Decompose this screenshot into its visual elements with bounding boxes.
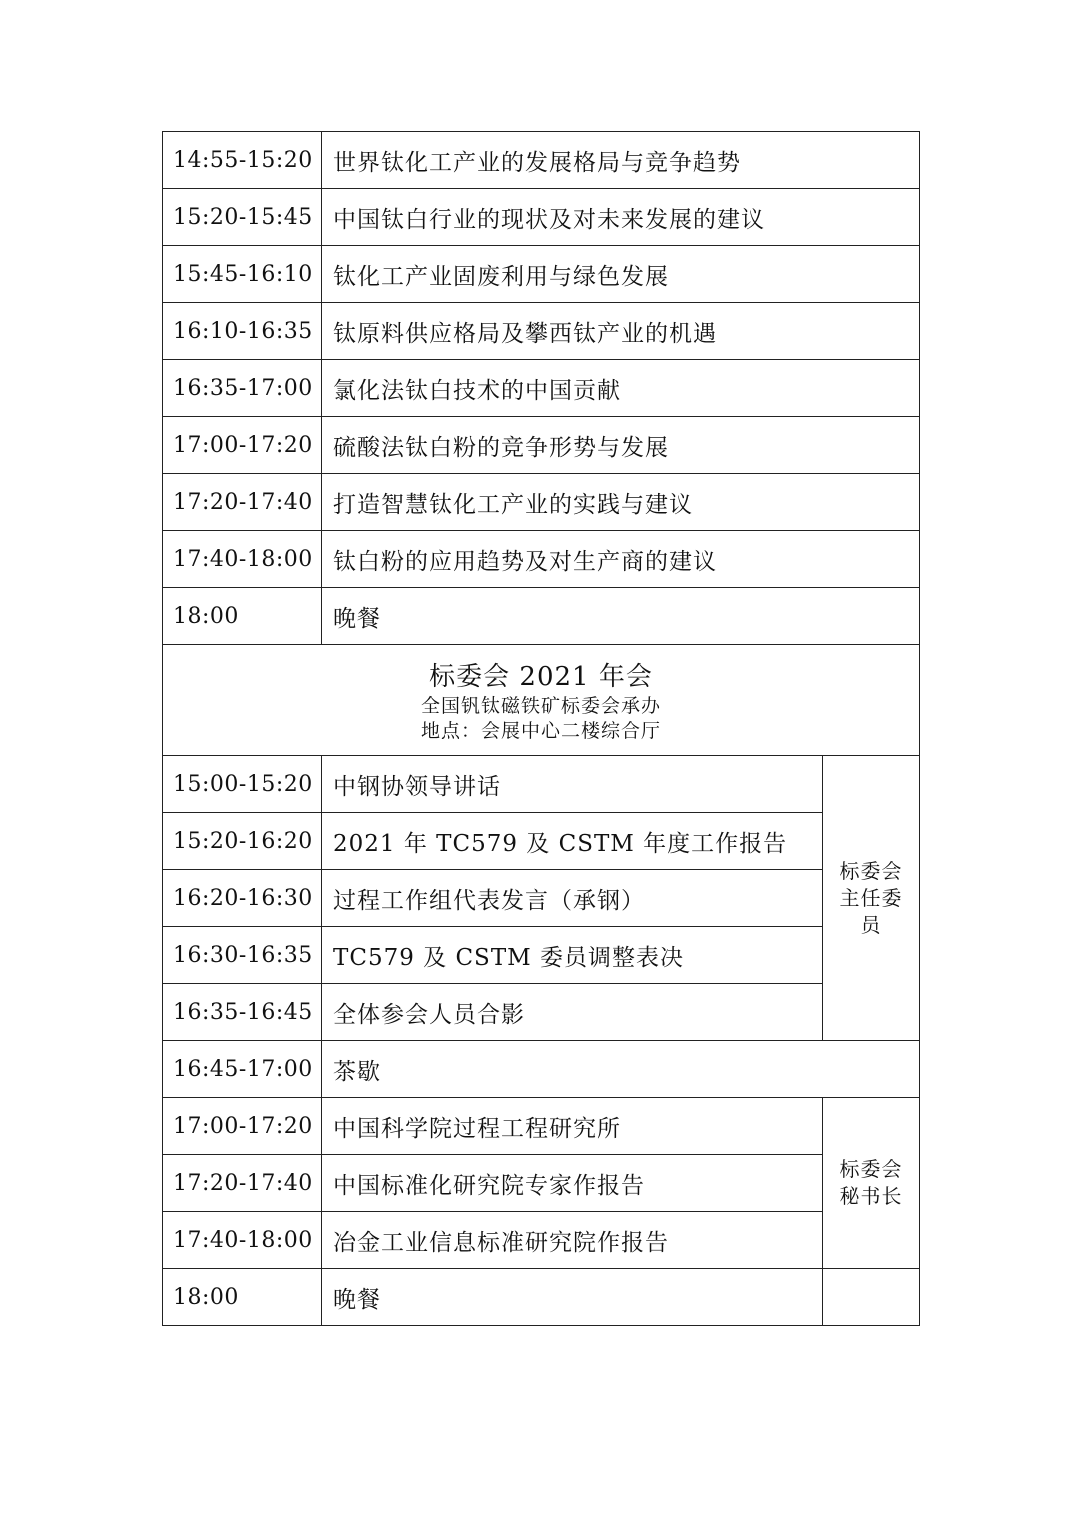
schedule-row (163, 813, 920, 870)
schedule-row (163, 588, 920, 645)
topic-cell: 钛原料供应格局及攀西钛产业的机遇 (322, 303, 920, 360)
topic-cell: 硫酸法钛白粉的竞争形势与发展 (322, 417, 920, 474)
topic-cell: 中钢协领导讲话 (322, 756, 823, 813)
schedule-row (163, 189, 920, 246)
topic-cell: 氯化法钛白技术的中国贡献 (322, 360, 920, 417)
section-location: 地点：会展中心二楼综合厅 (420, 720, 661, 742)
time-cell: 17:00-17:20 (163, 1098, 322, 1155)
schedule-row (163, 870, 920, 927)
time-cell: 16:35-17:00 (163, 360, 322, 417)
topic-cell: 钛白粉的应用趋势及对生产商的建议 (322, 531, 920, 588)
time-cell: 15:00-15:20 (163, 756, 322, 813)
time-cell: 17:00-17:20 (163, 417, 322, 474)
time-cell: 17:20-17:40 (163, 474, 322, 531)
time-cell: 16:30-16:35 (163, 927, 322, 984)
schedule-row (163, 984, 920, 1041)
topic-cell: 中国科学院过程工程研究所 (322, 1098, 823, 1155)
schedule-table (162, 131, 920, 1326)
schedule-row (163, 1041, 920, 1098)
time-cell: 18:00 (163, 1269, 322, 1326)
time-cell: 15:45-16:10 (163, 246, 322, 303)
topic-cell: 中国标准化研究院专家作报告 (322, 1155, 823, 1212)
time-cell: 17:20-17:40 (163, 1155, 322, 1212)
host-cell (823, 756, 920, 1041)
schedule-row (163, 246, 920, 303)
time-cell: 16:20-16:30 (163, 870, 322, 927)
topic-cell: 晚餐 (322, 1269, 823, 1326)
topic-cell: 钛化工产业固废利用与绿色发展 (322, 246, 920, 303)
section-title: 标委会 2021 年会 (429, 662, 653, 692)
topic-cell: 冶金工业信息标准研究院作报告 (322, 1212, 823, 1269)
time-cell: 17:40-18:00 (163, 531, 322, 588)
schedule-row (163, 927, 920, 984)
time-cell: 16:45-17:00 (163, 1041, 322, 1098)
time-cell: 15:20-15:45 (163, 189, 322, 246)
time-cell: 16:10-16:35 (163, 303, 322, 360)
topic-cell: 茶歇 (322, 1041, 920, 1098)
time-cell: 16:35-16:45 (163, 984, 322, 1041)
time-cell: 18:00 (163, 588, 322, 645)
schedule-row (163, 1269, 920, 1326)
topic-cell: 中国钛白行业的现状及对未来发展的建议 (322, 189, 920, 246)
time-cell: 14:55-15:20 (163, 132, 322, 189)
time-cell: 17:40-18:00 (163, 1212, 322, 1269)
empty-cell (823, 1269, 920, 1326)
section-header (163, 645, 920, 756)
topic-cell: 打造智慧钛化工产业的实践与建议 (322, 474, 920, 531)
schedule-row (163, 303, 920, 360)
schedule-row (163, 1098, 920, 1155)
schedule-row (163, 756, 920, 813)
topic-cell: 世界钛化工产业的发展格局与竞争趋势 (322, 132, 920, 189)
schedule-row (163, 360, 920, 417)
topic-cell: TC579 及 CSTM 委员调整表决 (322, 927, 823, 984)
topic-cell: 晚餐 (322, 588, 920, 645)
section-header-row (163, 645, 920, 756)
host-label: 标委会主任委员 (839, 858, 903, 937)
topic-cell: 2021 年 TC579 及 CSTM 年度工作报告 (322, 813, 823, 870)
topic-cell: 过程工作组代表发言（承钢） (322, 870, 823, 927)
schedule-row (163, 1155, 920, 1212)
host-label: 标委会秘书长 (839, 1157, 903, 1208)
schedule-row (163, 531, 920, 588)
schedule-row (163, 132, 920, 189)
section-organizer: 全国钒钛磁铁矿标委会承办 (420, 695, 661, 717)
schedule-row (163, 474, 920, 531)
time-cell: 15:20-16:20 (163, 813, 322, 870)
schedule-row (163, 417, 920, 474)
topic-cell: 全体参会人员合影 (322, 984, 823, 1041)
host-cell (823, 1098, 920, 1269)
schedule-row (163, 1212, 920, 1269)
